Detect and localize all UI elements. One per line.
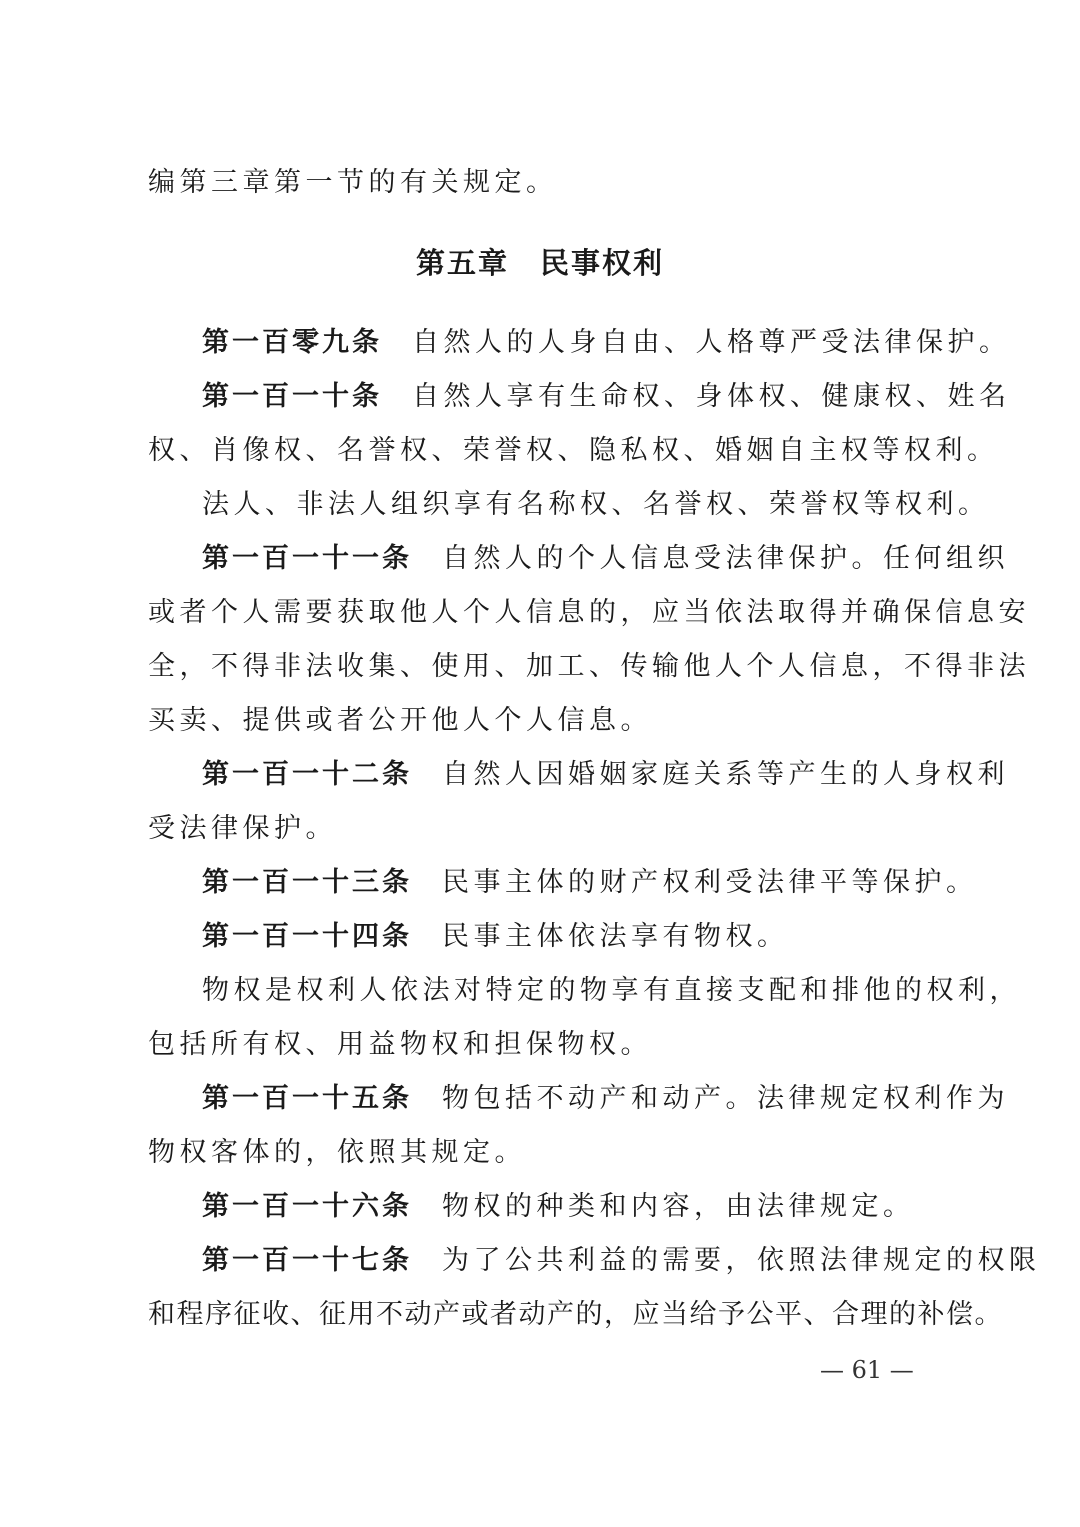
article-text: 物权的种类和内容，由法律规定。 [442,1191,915,1222]
article-text: 自然人的个人信息受法律保护。任何组织 [442,543,1009,574]
article-heading: 第一百一十六条 [202,1191,412,1222]
article-text: 物包括不动产和动产。法律规定权利作为 [442,1083,1009,1114]
paragraph-line: 和程序征收、征用不动产或者动产的，应当给予公平、合理的补偿。 [148,1299,1003,1330]
article-heading: 第一百一十五条 [202,1083,412,1114]
article-text: 民事主体的财产权利受法律平等保护。 [442,867,978,898]
article-112 [202,755,1009,795]
article-text: 为了公共利益的需要，依照法律规定的权限 [442,1245,1041,1276]
article-110 [202,377,1011,417]
article-heading: 第一百零九条 [202,327,382,358]
article-heading: 第一百一十三条 [202,867,412,898]
paragraph-line: 编第三章第一节的有关规定。 [148,167,558,198]
paragraph-line: 受法律保护。 [148,813,337,844]
article-109 [202,323,1011,363]
article-113 [202,863,978,903]
paragraph-line: 物权客体的，依照其规定。 [148,1137,526,1168]
page-number: — 61 — [820,1356,914,1384]
article-117 [202,1241,1041,1281]
paragraph-line: 全，不得非法收集、使用、加工、传输他人个人信息，不得非法 [148,651,1030,682]
article-115 [202,1079,1009,1119]
article-text: 自然人因婚姻家庭关系等产生的人身权利 [442,759,1009,790]
article-116 [202,1187,948,1227]
article-text: 自然人享有生命权、身体权、健康权、姓名 [412,381,1011,412]
paragraph-line: 物权是权利人依法对特定的物享有直接支配和排他的权利， [202,975,1021,1006]
article-111 [202,539,1009,579]
article-heading: 第一百一十条 [202,381,382,412]
article-114 [202,917,948,957]
paragraph-line: 法人、非法人组织享有名称权、名誉权、荣誉权等权利。 [202,489,990,520]
article-heading: 第一百一十四条 [202,921,412,952]
paragraph-line: 或者个人需要获取他人个人信息的，应当依法取得并确保信息安 [148,597,1030,628]
article-heading: 第一百一十一条 [202,543,412,574]
article-heading: 第一百一十二条 [202,759,412,790]
article-text: 自然人的人身自由、人格尊严受法律保护。 [412,327,1011,358]
article-heading: 第一百一十七条 [202,1245,412,1276]
chapter-title: 第五章 民事权利 [415,246,664,280]
paragraph-line: 买卖、提供或者公开他人个人信息。 [148,705,652,736]
paragraph-line: 权、肖像权、名誉权、荣誉权、隐私权、婚姻自主权等权利。 [148,435,999,466]
article-text: 民事主体依法享有物权。 [442,921,789,952]
paragraph-line: 包括所有权、用益物权和担保物权。 [148,1029,652,1060]
